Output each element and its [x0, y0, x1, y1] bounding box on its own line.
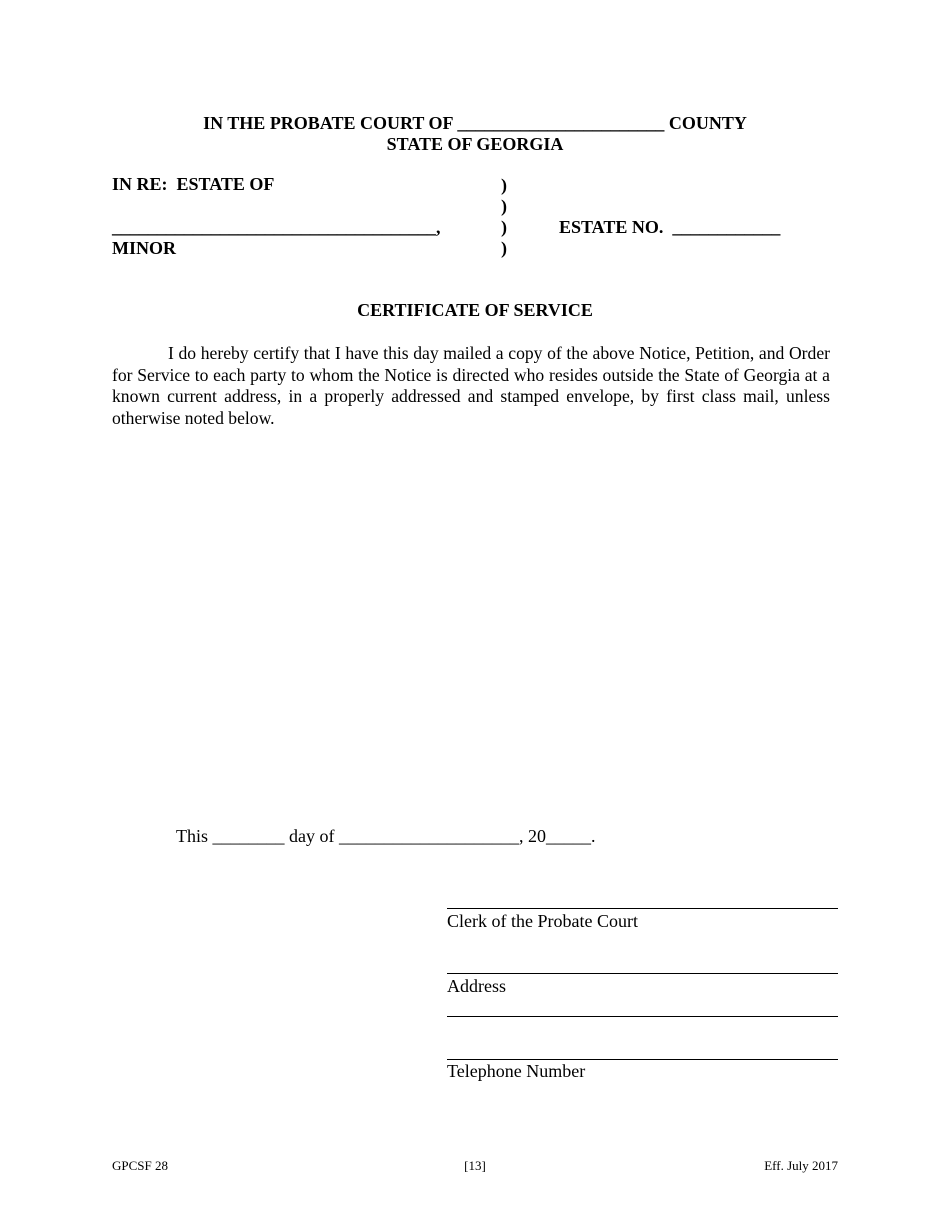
address-line	[447, 973, 838, 974]
address-line-2	[447, 1016, 838, 1017]
caption-paren: )	[501, 217, 507, 237]
clerk-signature-line	[447, 908, 838, 909]
address-label: Address	[447, 976, 506, 996]
caption-paren: )	[501, 238, 507, 258]
court-heading: IN THE PROBATE COURT OF _______________________ COUNTY	[203, 113, 747, 133]
estate-name-line: ____________________________________,	[112, 217, 441, 237]
state-heading: STATE OF GEORGIA	[386, 134, 564, 154]
estate-number-field: ESTATE NO. ____________	[559, 217, 781, 237]
certification-paragraph: I do hereby certify that I have this day mailed a copy of the above Notice, Petition, and Order for Service to each party to whom the Notice is directed who resides outside the State of Georgia at a known current address, in a properly addressed and stamped envelope, by first class mail, unless otherwise noted below.	[112, 343, 830, 428]
form-id: GPCSF 28	[112, 1158, 168, 1173]
telephone-label: Telephone Number	[447, 1061, 586, 1081]
caption-paren: )	[501, 196, 507, 216]
certificate-title: CERTIFICATE OF SERVICE	[357, 300, 593, 320]
clerk-label: Clerk of the Probate Court	[447, 911, 638, 931]
in-re-label: IN RE: ESTATE OF	[112, 174, 275, 194]
effective-date: Eff. July 2017	[764, 1158, 838, 1173]
caption-paren: )	[501, 175, 507, 195]
date-line: This ________ day of ____________________, 20_____.	[176, 826, 596, 846]
telephone-line	[447, 1059, 838, 1060]
page-number: [13]	[464, 1158, 486, 1173]
minor-label: MINOR	[112, 238, 176, 258]
